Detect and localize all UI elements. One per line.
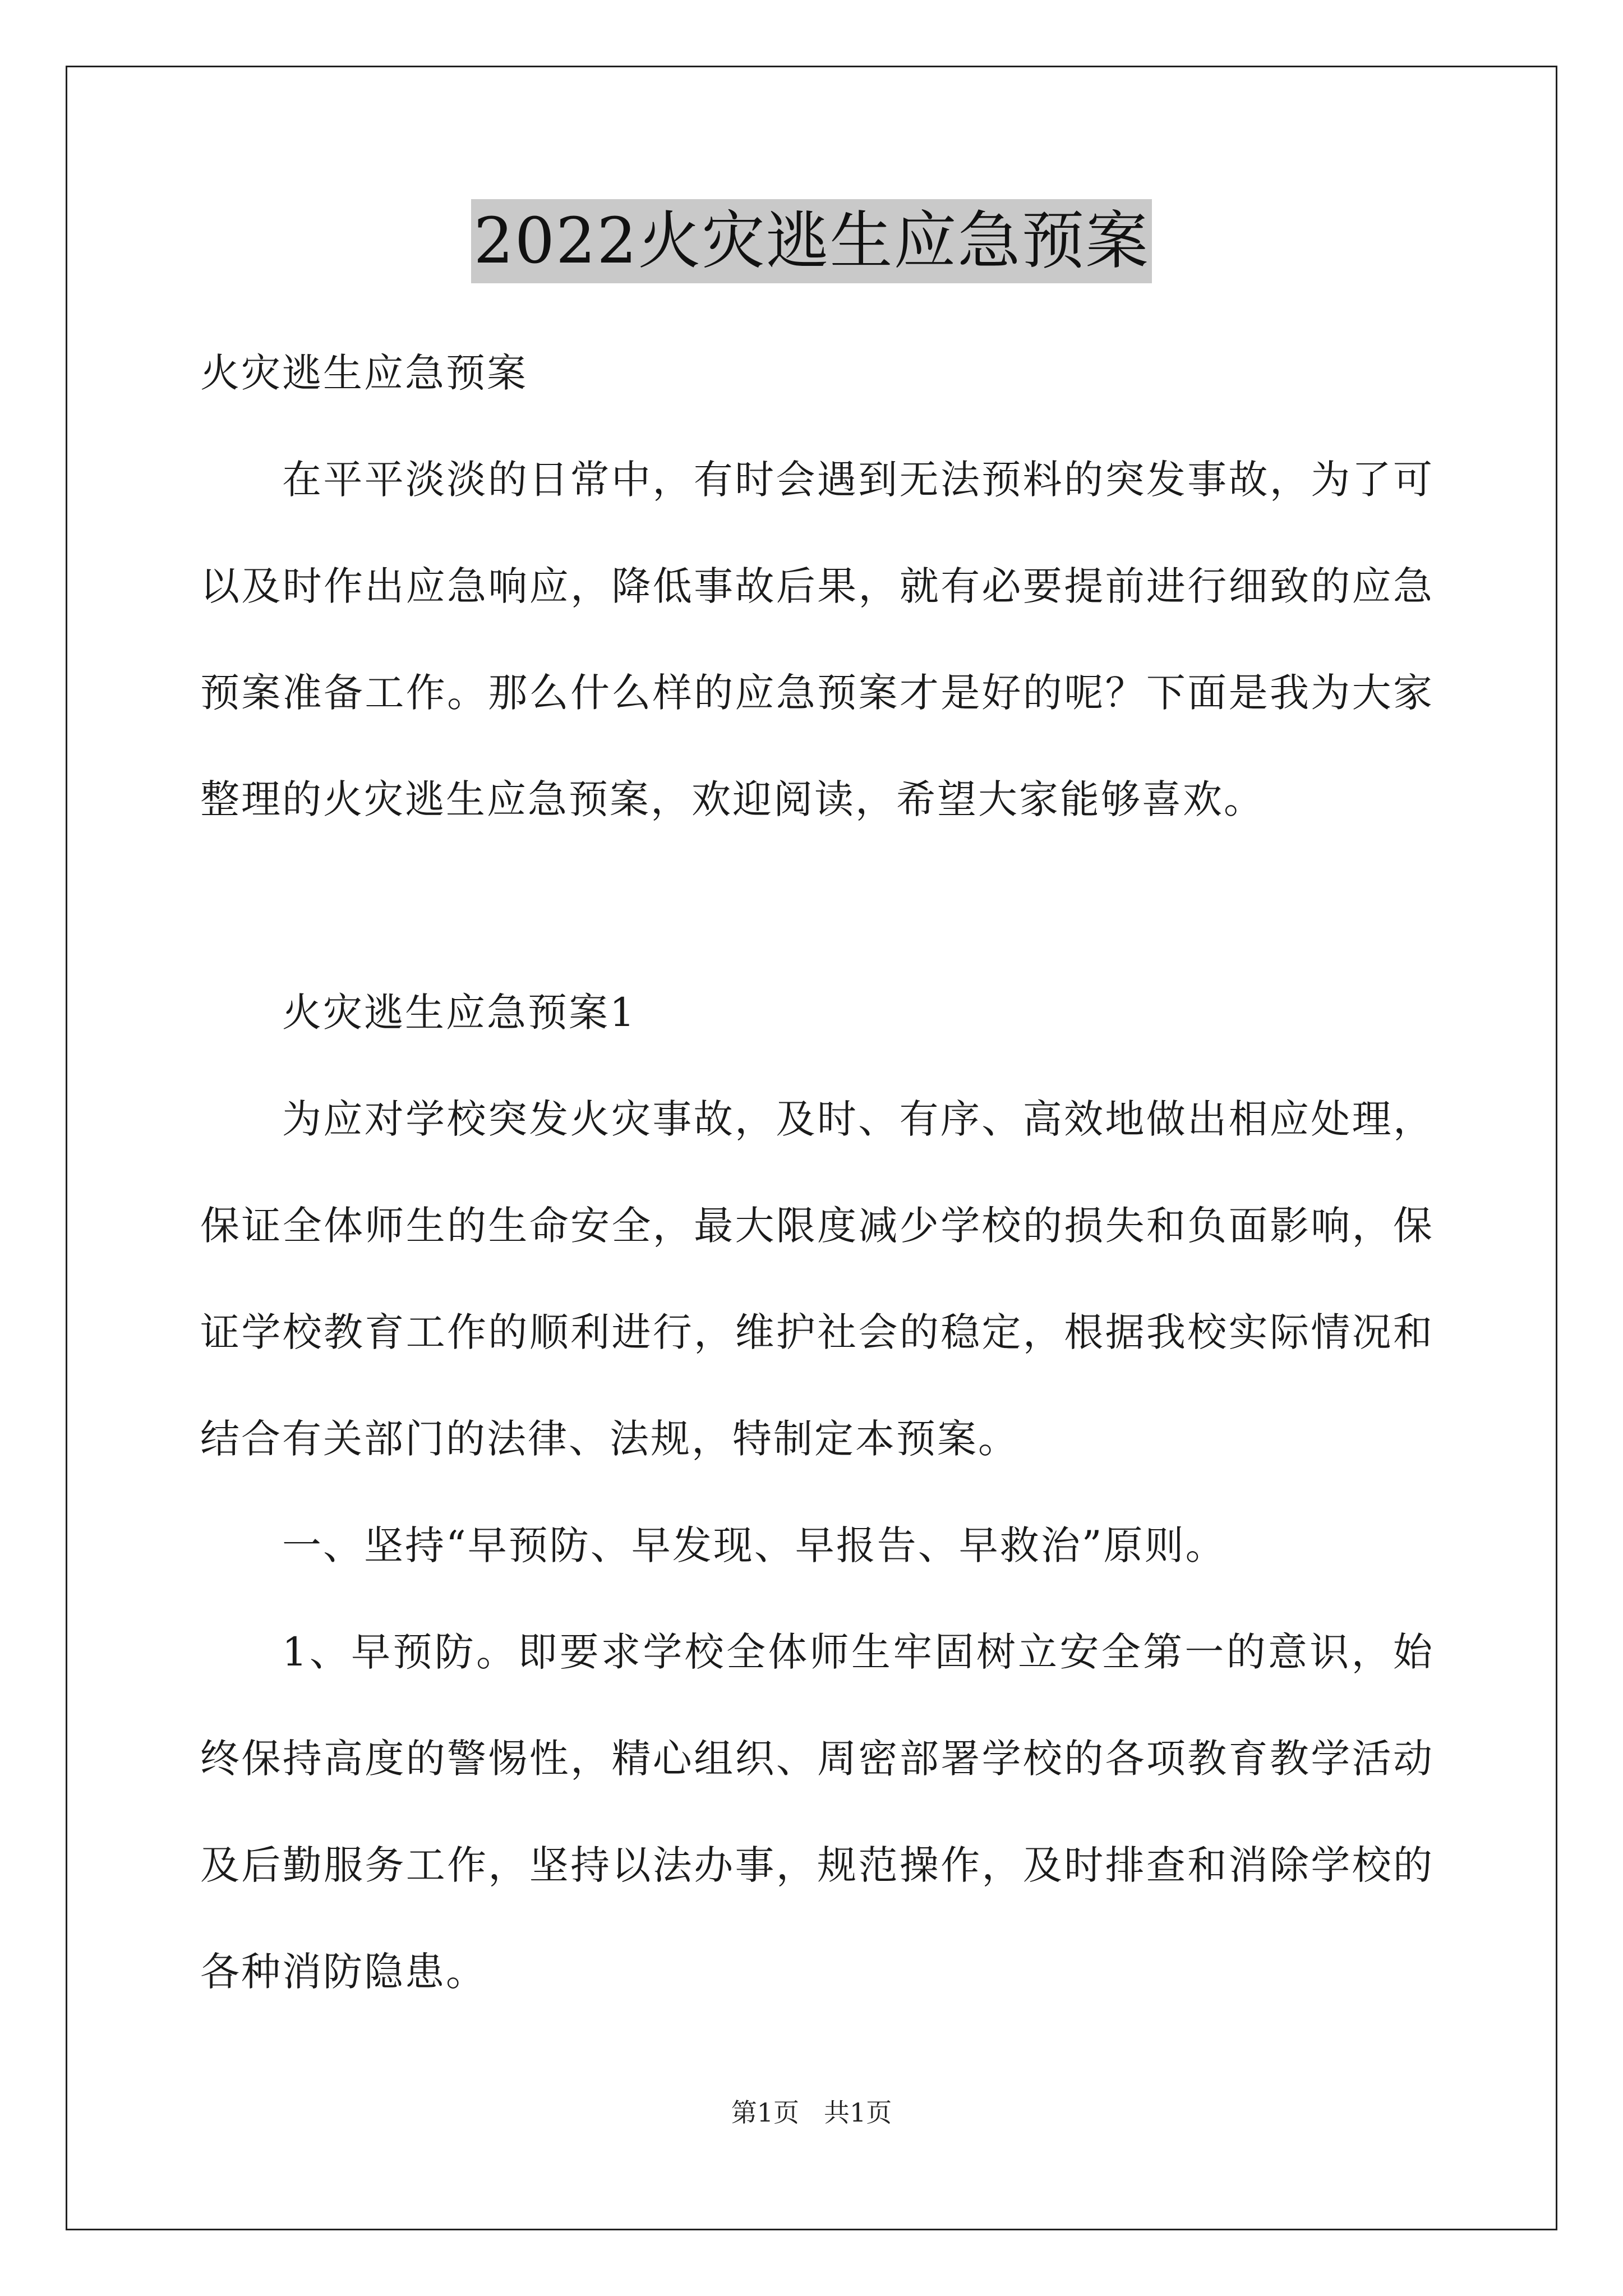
title-container [0,199,1623,283]
document-title: 2022火灾逃生应急预案 [471,199,1151,283]
body-paragraph: 1、早预防。即要求学校全体师生牢固树立安全第一的意识，始终保持高度的警惕性，精心组织、周密部署学校的各项教育教学活动及后勤服务工作，坚持以法办事，规范操作，及时排查和消除学校的各种消防隐患。 [200,1629,1434,1995]
page-number: 第1页 [731,2097,799,2128]
intro-paragraph: 在平平淡淡的日常中，有时会遇到无法预料的突发事故，为了可以及时作出应急响应，降低事故后果，就有必要提前进行细致的应急预案准备工作。那么什么样的应急预案才是好的呢？下面是我为大家整理的火灾逃生应急预案，欢迎阅读，希望大家能够喜欢。 [200,457,1434,822]
body-paragraph: 为应对学校突发火灾事故，及时、有序、高效地做出相应处理，保证全体师生的生命安全，最大限度减少学校的损失和负面影响，保证学校教育工作的顺利进行，维护社会的稳定，根据我校实际情况和结合有关部门的法律、法规，特制定本预案。 [200,1096,1434,1462]
section-heading: 火灾逃生应急预案1 [282,990,637,1036]
page-footer [0,2096,1623,2129]
page-total: 共1页 [824,2097,892,2128]
blank-line [200,853,1434,959]
principle-heading: 一、坚持“早预防、早发现、早报告、早救治”原则。 [282,1522,1227,1568]
subtitle: 火灾逃生应急预案 [200,350,528,396]
document-body [200,320,1434,2025]
